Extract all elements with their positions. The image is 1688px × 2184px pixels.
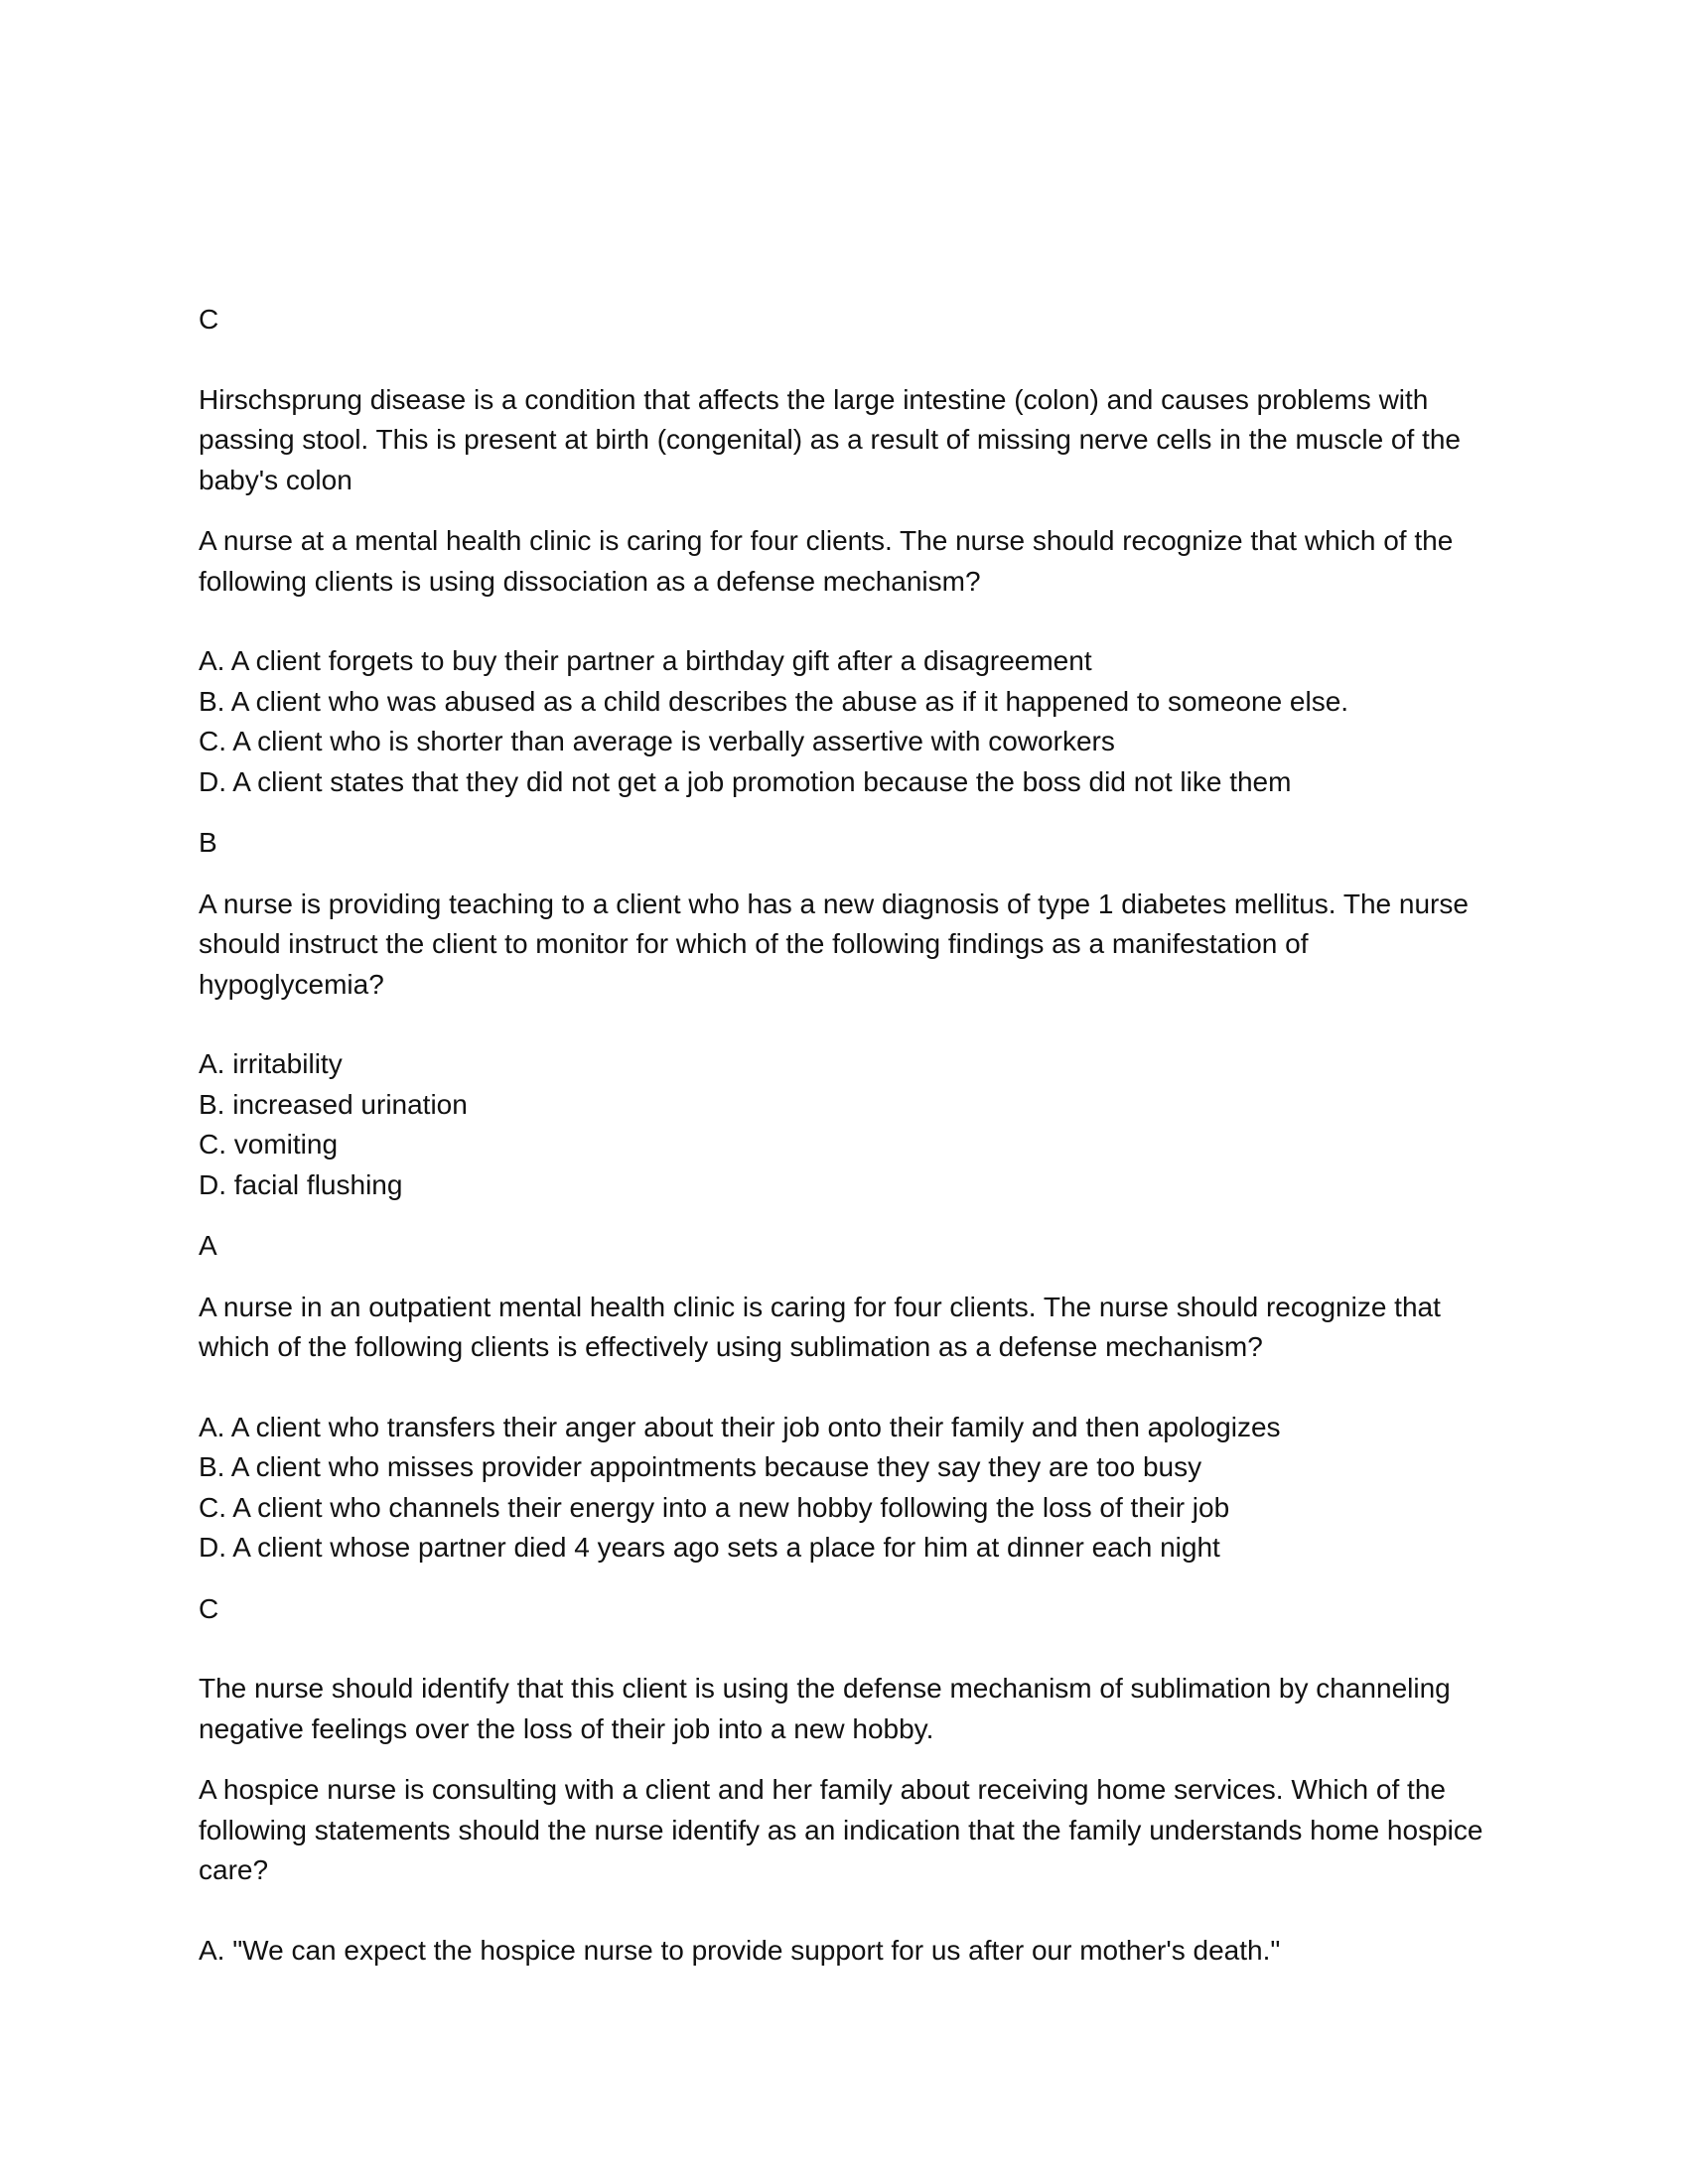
question-4-answer: C bbox=[199, 1592, 219, 1624]
question-4-explanation: The nurse should identify that this client is using the defense mechanism of sublimation by channeling negative feelings over the loss of their job into a new hobby. bbox=[199, 1673, 1451, 1744]
question-3-option-c: C. vomiting bbox=[199, 1129, 339, 1160]
document-content bbox=[199, 300, 1489, 1971]
answer-1: C bbox=[199, 304, 219, 335]
question-3-option-a: A. irritability bbox=[199, 1048, 343, 1079]
question-4-option-a: A. A client who transfers their anger about their job onto their family and then apologizes bbox=[199, 1411, 1281, 1442]
question-3-option-d: D. facial flushing bbox=[199, 1168, 403, 1200]
question-3-stem: A nurse is providing teaching to a client who has a new diagnosis of type 1 diabetes mellitus. The nurse should instruct the client to monitor for which of the following findings as a manifestation of hypoglycemia? bbox=[199, 887, 1469, 1000]
question-2-option-c: C. A client who is shorter than average is verbally assertive with coworkers bbox=[199, 726, 1115, 756]
question-2-stem: A nurse at a mental health clinic is caring for four clients. The nurse should recognize that which of the following clients is using dissociation as a defense mechanism? bbox=[199, 525, 1454, 597]
question-5-stem: A hospice nurse is consulting with a client and her family about receiving home services. Which of the following statements should the nurse identify as an indication that the family understands home hospice care? bbox=[199, 1774, 1483, 1885]
question-2-option-d: D. A client states that they did not get a job promotion because the boss did not like them bbox=[199, 765, 1292, 797]
question-4-option-c: C. A client who channels their energy into a new hobby following the loss of their job bbox=[199, 1491, 1230, 1523]
question-4-stem: A nurse in an outpatient mental health clinic is caring for four clients. The nurse should recognize that which of the following clients is effectively using sublimation as a defense mechanism? bbox=[199, 1291, 1441, 1362]
question-2-option-b: B. A client who was abused as a child describes the abuse as if it happened to someone else. bbox=[199, 685, 1349, 717]
question-4-option-d: D. A client whose partner died 4 years ago sets a place for him at dinner each night bbox=[199, 1532, 1220, 1563]
question-3-options bbox=[199, 1044, 1489, 1205]
explanation-1: Hirschsprung disease is a condition that affects the large intestine (colon) and causes problems with passing stool. This is present at birth (congenital) as a result of missing nerve cells in the muscle of the baby's colon bbox=[199, 383, 1461, 495]
question-5-option-a: A. "We can expect the hospice nurse to provide support for us after our mother's death." bbox=[199, 1934, 1281, 1966]
question-3-answer: A bbox=[199, 1230, 217, 1261]
question-4-option-b: B. A client who misses provider appointments because they say they are too busy bbox=[199, 1451, 1202, 1482]
question-4-options bbox=[199, 1408, 1489, 1569]
question-2-answer: B bbox=[199, 827, 217, 858]
question-3-option-b: B. increased urination bbox=[199, 1088, 468, 1120]
question-2-options bbox=[199, 641, 1489, 802]
question-5-options bbox=[199, 1931, 1489, 1972]
question-2-option-a: A. A client forgets to buy their partner a birthday gift after a disagreement bbox=[199, 645, 1092, 676]
